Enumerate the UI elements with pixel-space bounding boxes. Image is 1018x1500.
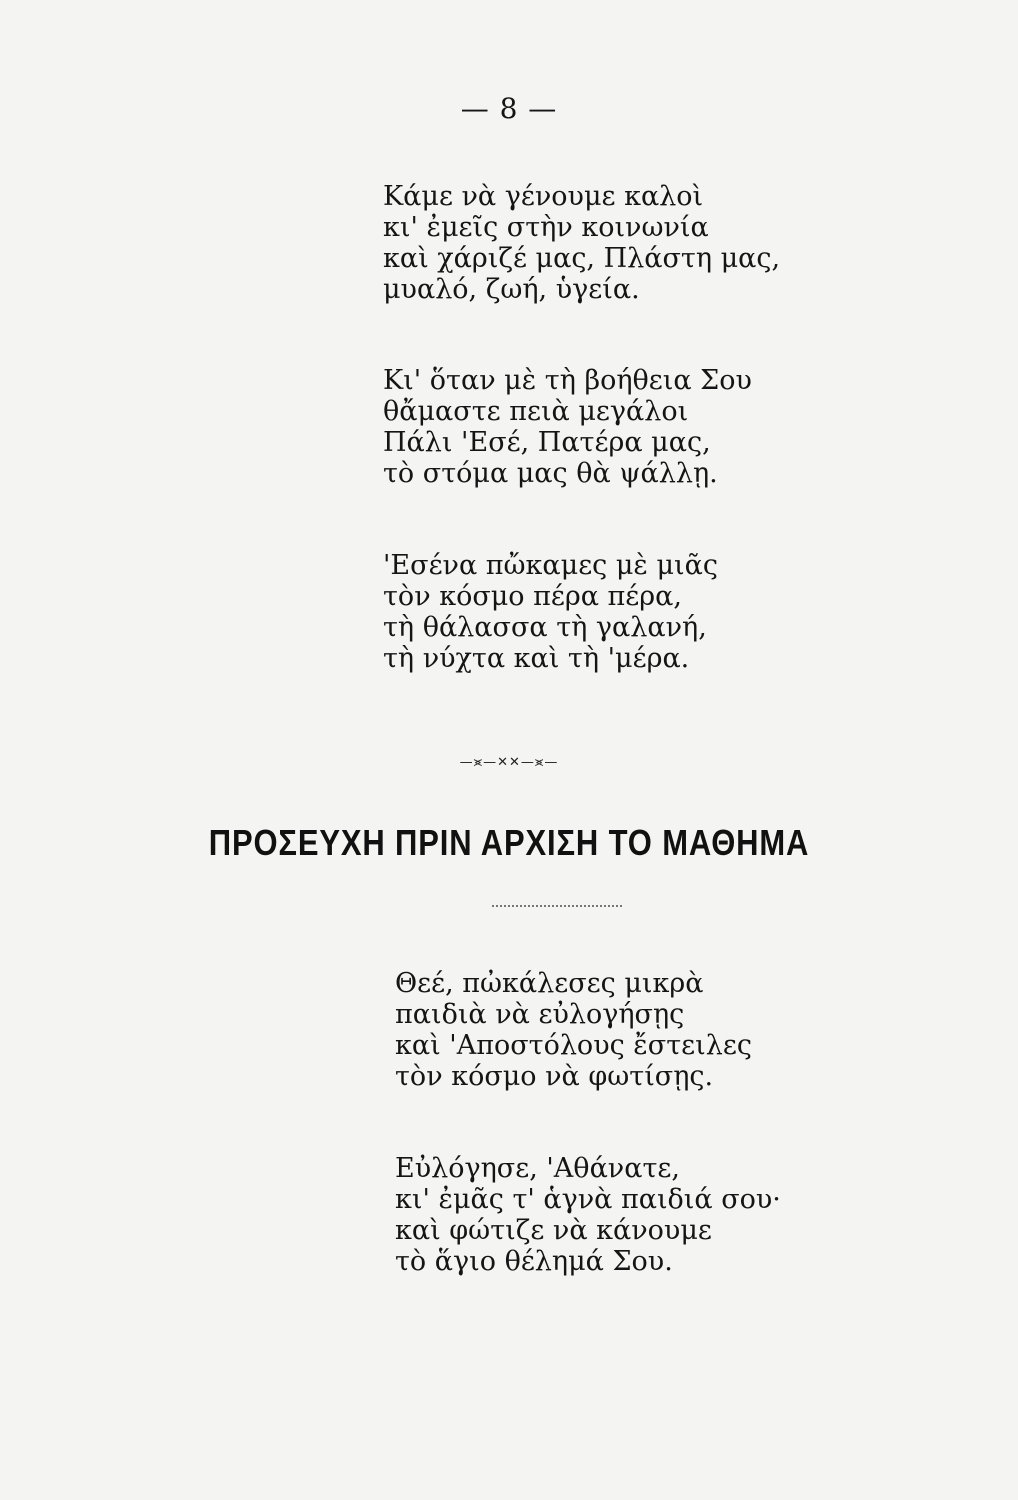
verse-line: θἄμαστε πειὰ μεγάλοι — [383, 396, 689, 427]
verse-line: κι' ἐμεῖς στὴν κοινωνία — [383, 212, 709, 243]
verse-line: 'Εσένα πὤκαμες μὲ μιᾶς — [383, 550, 718, 581]
stanza — [383, 181, 780, 305]
verse-line: καὶ φώτιζε νὰ κάνουμε — [395, 1215, 712, 1246]
verse-line: παιδιὰ νὰ εὐλογήσῃς — [395, 999, 685, 1030]
verse-line: τὸ ἅγιο θέλημά Σου. — [395, 1246, 673, 1277]
verse-line: Εὐλόγησε, 'Αθάνατε, — [395, 1153, 680, 1184]
verse-line: Κι' ὅταν μὲ τὴ βοήθεια Σου — [383, 365, 752, 396]
verse-line: Κάμε νὰ γένουμε καλοὶ — [383, 181, 704, 212]
stanza — [383, 550, 718, 674]
verse-line: κι' ἐμᾶς τ' ἁγνὰ παιδιά σου· — [395, 1184, 781, 1215]
verse-line: Πάλι 'Εσέ, Πατέρα μας, — [383, 427, 711, 458]
verse-line: Θεέ, πὠκάλεσες μικρὰ — [395, 968, 704, 999]
stanza — [383, 365, 752, 489]
verse-line: καὶ 'Αποστόλους ἔστειλες — [395, 1030, 752, 1061]
verse-line: τὸ στόμα μας θὰ ψάλλῃ. — [383, 458, 718, 489]
ornament-divider: —⪤—✕✕—⪤— — [459, 755, 559, 770]
stanza — [395, 968, 752, 1092]
verse-line: τὴ θάλασσα τὴ γαλανή, — [383, 612, 707, 643]
page-number: — 8 — — [460, 92, 558, 125]
dotted-rule — [492, 905, 622, 907]
stanza — [395, 1153, 781, 1277]
verse-line: τὸν κόσμο πέρα πέρα, — [383, 581, 682, 612]
verse-line: τὴ νύχτα καὶ τὴ 'μέρα. — [383, 643, 690, 674]
section-title: ΠΡΟΣΕΥΧΗ ΠΡΙΝ ΑΡΧΙΣΗ ΤΟ ΜΑΘΗΜΑ — [208, 822, 810, 863]
verse-line: μυαλό, ζωή, ὑγεία. — [383, 274, 640, 305]
verse-line: τὸν κόσμο νὰ φωτίσῃς. — [395, 1061, 714, 1092]
verse-line: καὶ χάριζέ μας, Πλάστη μας, — [383, 243, 781, 274]
